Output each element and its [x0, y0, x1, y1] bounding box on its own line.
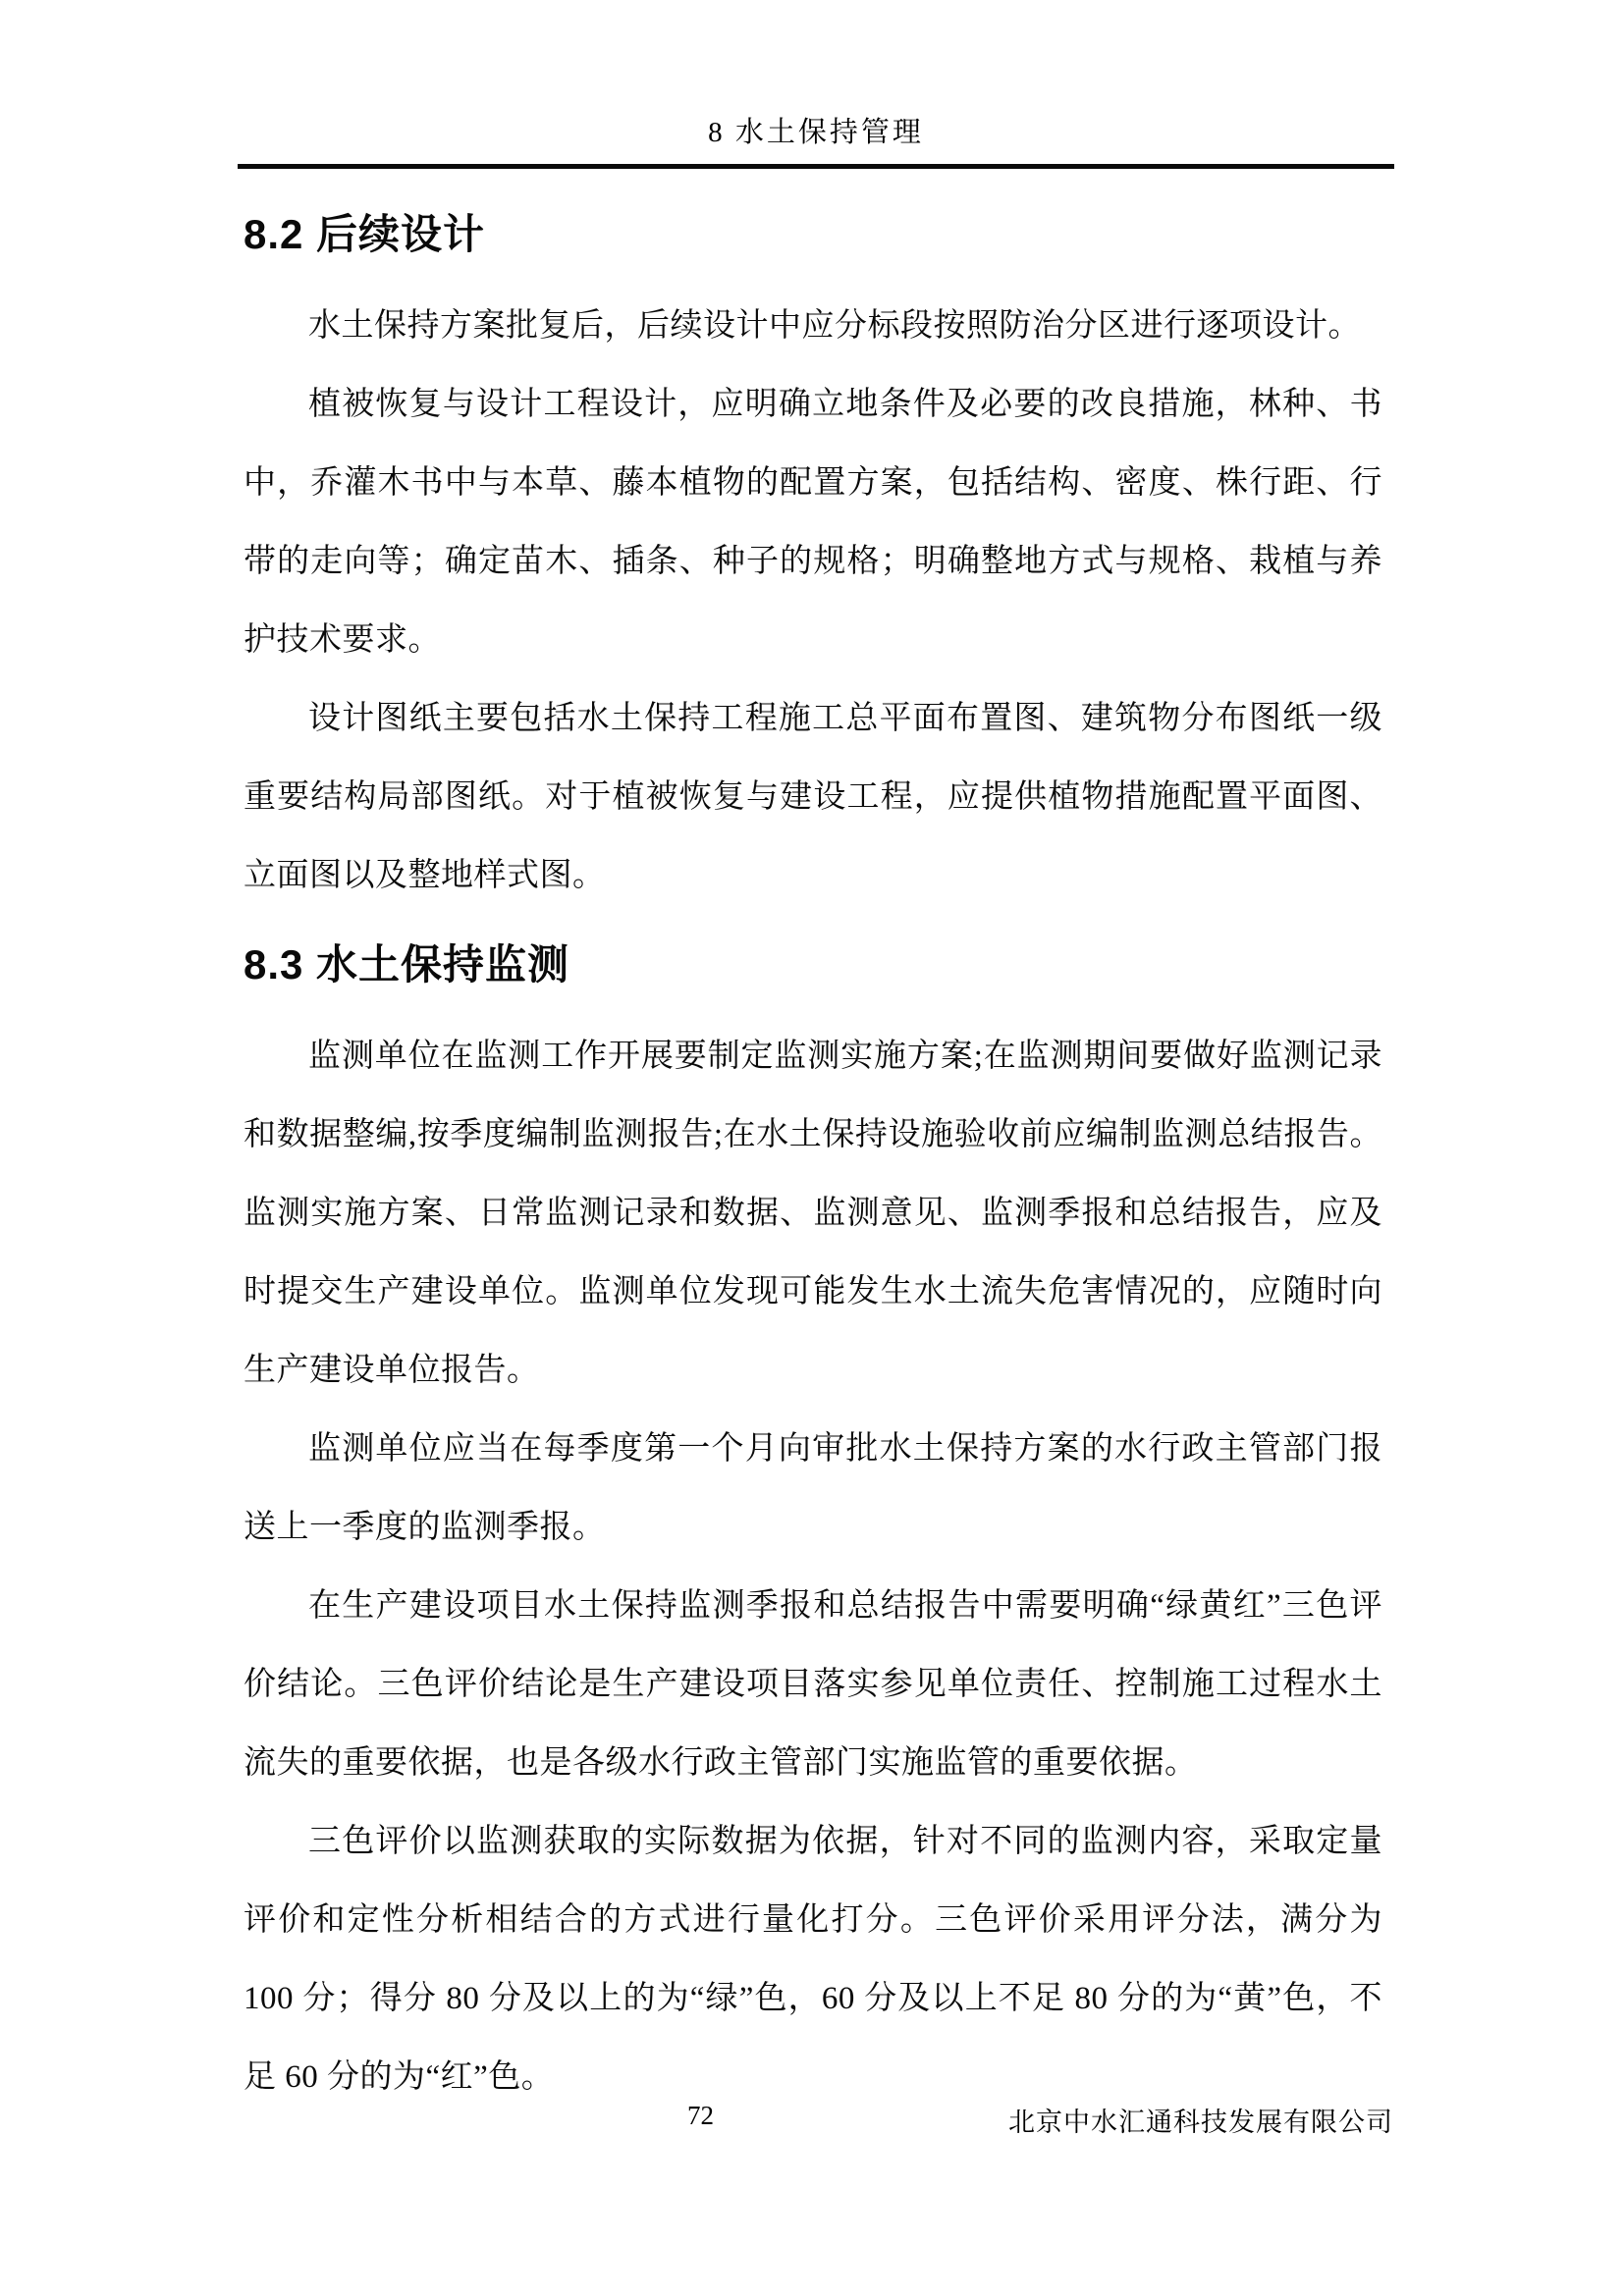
paragraph: 植被恢复与设计工程设计，应明确立地条件及必要的改良措施，林种、书中，乔灌木书中与本草、藤本植物的配置方案，包括结构、密度、株行距、行带的走向等；确定苗木、插条、种子的规格；明确整地方式与规格、栽植与养护技术要求。: [244, 387, 1382, 658]
paragraph: 设计图纸主要包括水土保持工程施工总平面布置图、建筑物分布图纸一级重要结构局部图纸。对于植被恢复与建设工程，应提供植物措施配置平面图、立面图以及整地样式图。: [244, 701, 1382, 893]
page-number: 72: [687, 2101, 714, 2130]
section-heading-8-3: 8.3 水土保持监测: [244, 941, 570, 988]
section-heading-8-2: 8.2 后续设计: [244, 211, 486, 257]
page-footer: [244, 2101, 1393, 2144]
paragraph: 在生产建设项目水土保持监测季报和总结报告中需要明确“绿黄红”三色评价结论。三色评价结论是生产建设项目落实参见单位责任、控制施工过程水土流失的重要依据，也是各级水行政主管部门实施监管的重要依据。: [244, 1588, 1382, 1781]
header-title: 8 水土保持管理: [708, 117, 924, 148]
document-body: [244, 165, 1382, 2116]
page-header: [238, 110, 1394, 169]
paragraph: 监测单位应当在每季度第一个月向审批水土保持方案的水行政主管部门报送上一季度的监测季报。: [244, 1431, 1382, 1545]
paragraph: 三色评价以监测获取的实际数据为依据，针对不同的监测内容，采取定量评价和定性分析相结合的方式进行量化打分。三色评价采用评分法，满分为 100 分；得分 80 分及以上的为“绿”色，60 分及以上不足 80 分的为“黄”色，不足 60 分的为“红”色。: [244, 1824, 1382, 2095]
footer-company-name: 北京中水汇通科技发展有限公司: [1008, 2108, 1393, 2137]
paragraph: 监测单位在监测工作开展要制定监测实施方案;在监测期间要做好监测记录和数据整编,按季度编制监测报告;在水土保持设施验收前应编制监测总结报告。监测实施方案、日常监测记录和数据、监测意见、监测季报和总结报告，应及时提交生产建设单位。监测单位发现可能发生水土流失危害情况的，应随时向生产建设单位报告。: [244, 1039, 1382, 1388]
paragraph: 水土保持方案批复后，后续设计中应分标段按照防治分区进行逐项设计。: [308, 308, 1361, 344]
